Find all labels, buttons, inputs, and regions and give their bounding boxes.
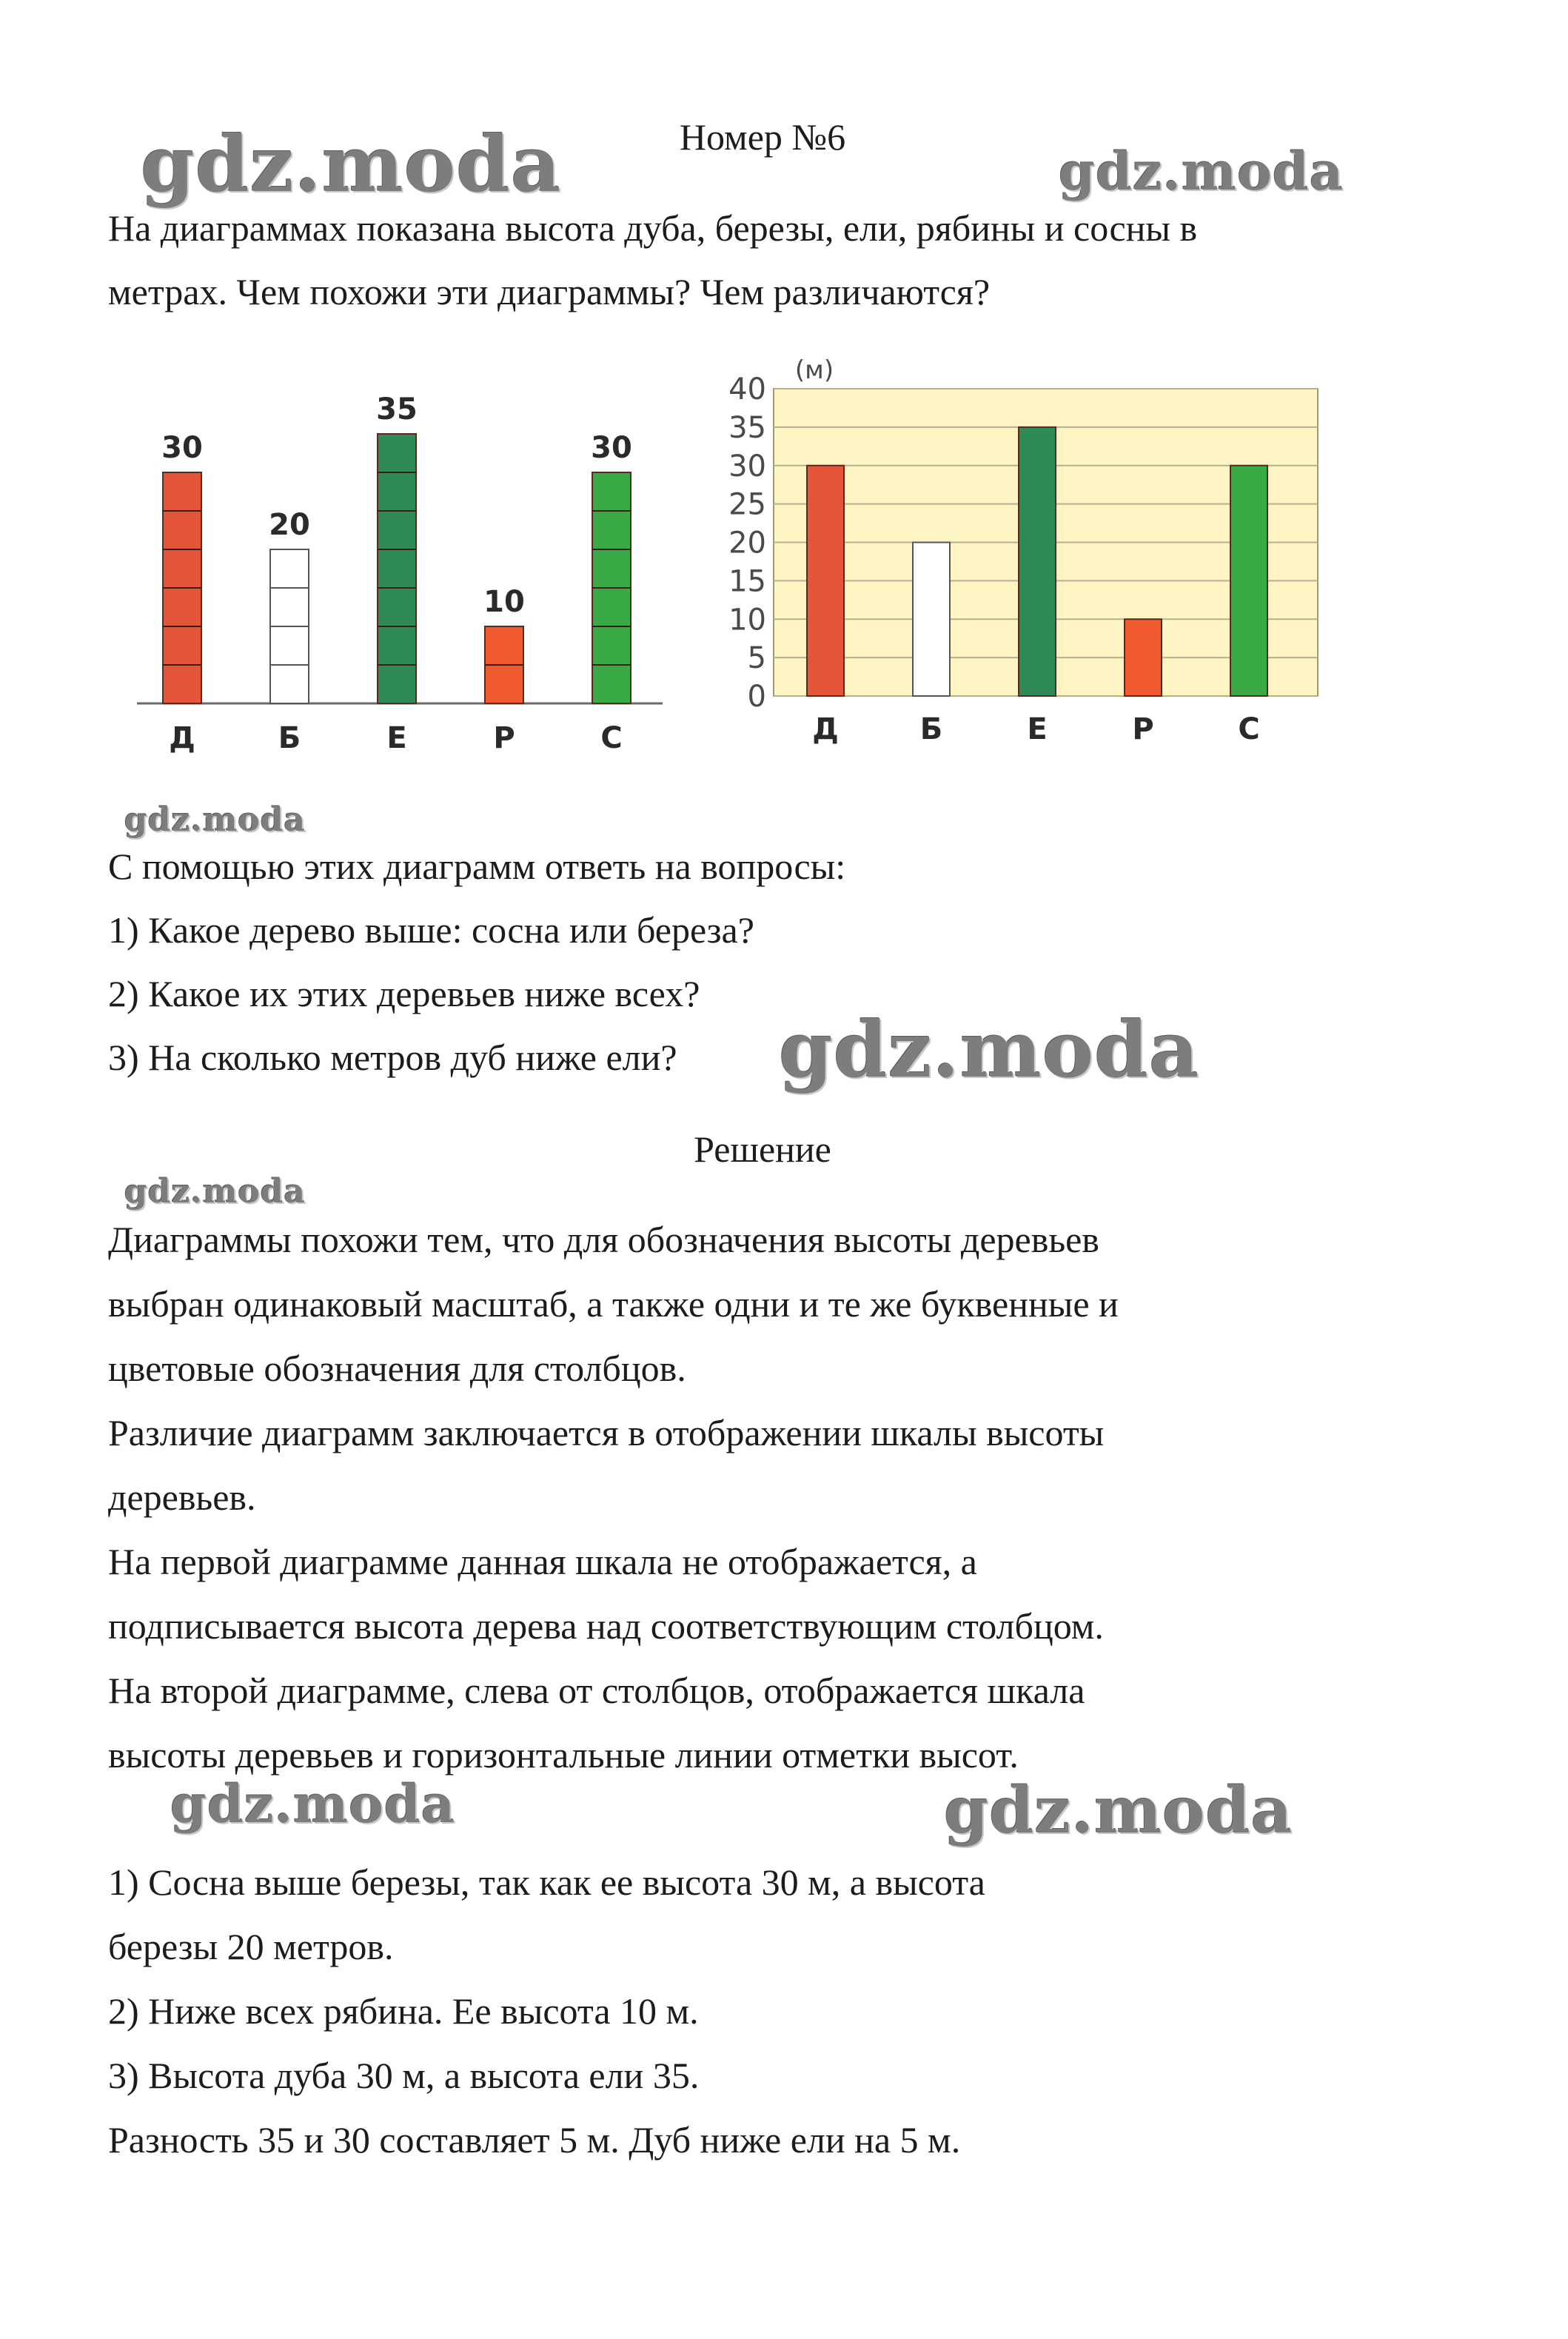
solution-line-9: высоты деревьев и горизонтальные линии отметки высот. [108, 1734, 1019, 1776]
answer-line-5: Разность 35 и 30 составляет 5 м. Дуб ниже ели на 5 м. [108, 2119, 961, 2161]
category-label: Д [169, 721, 195, 755]
bar [1230, 466, 1267, 696]
solution-line-6: На первой диаграмме данная шкала не отображается, а [108, 1541, 977, 1582]
bar [378, 434, 416, 703]
category-label: С [600, 721, 623, 755]
category-label: Р [1132, 712, 1154, 746]
solution-heading: Решение [694, 1128, 831, 1170]
scaled-bar-chart [711, 348, 1325, 763]
solution-line-8: На второй диаграмме, слева от столбцов, отображается шкала [108, 1670, 1085, 1711]
y-tick-label: 0 [747, 680, 766, 714]
category-label: Е [1027, 712, 1048, 746]
y-tick-label: 10 [728, 603, 766, 638]
data-label: 35 [376, 392, 418, 426]
watermark-logo: gdz.moda [170, 1773, 456, 1835]
solution-line-3: цветовые обозначения для столбцов. [108, 1348, 686, 1389]
solution-line-5: деревьев. [108, 1476, 256, 1518]
answer-line-1: 1) Сосна выше березы, так как ее высота 30 м, а высота [108, 1861, 985, 1903]
question-2: 2) Какое их этих деревьев ниже всех? [108, 973, 700, 1014]
data-label: 20 [269, 508, 310, 542]
y-tick-label: 40 [728, 372, 766, 406]
y-tick-label: 20 [728, 526, 766, 561]
y-tick-label: 5 [747, 641, 766, 676]
bar [1125, 619, 1162, 696]
y-tick-label: 15 [728, 564, 766, 599]
answer-line-4: 3) Высота дуба 30 м, а высота ели 35. [108, 2055, 700, 2096]
data-label: 30 [591, 431, 632, 465]
bar-group-1 [163, 472, 201, 703]
solution-line-7: подписывается высота дерева над соответствующим столбцом. [108, 1605, 1104, 1647]
bar [1019, 427, 1056, 696]
category-label: Д [812, 712, 839, 746]
category-label: Р [493, 721, 515, 755]
category-label: Б [919, 712, 943, 746]
watermark-logo: gdz.moda [1059, 141, 1344, 202]
y-tick-label: 25 [728, 487, 766, 522]
category-label: Е [386, 721, 407, 755]
solution-line-4: Различие диаграмм заключается в отображении шкалы высоты [108, 1412, 1105, 1453]
bar-group-2 [270, 549, 309, 703]
solution-line-1: Диаграммы похожи тем, что для обозначения высоты деревьев [108, 1219, 1099, 1260]
watermark-logo: gdz.moda [124, 1173, 306, 1211]
watermark-logo: gdz.moda [779, 1004, 1200, 1095]
answer-line-2: березы 20 метров. [108, 1926, 394, 1967]
watermark-logo: gdz.moda [944, 1773, 1293, 1848]
answer-line-3: 2) Ниже всех рябина. Ее высота 10 м. [108, 1990, 699, 2032]
segmented-bar-chart [133, 370, 674, 770]
data-label: 10 [483, 585, 525, 619]
y-tick-label: 30 [728, 449, 766, 483]
data-label: 30 [161, 431, 203, 465]
question-1: 1) Какое дерево выше: сосна или береза? [108, 909, 754, 951]
task-line-2: метрах. Чем похожи эти диаграммы? Чем различаются? [108, 271, 991, 312]
bar-group-5 [592, 472, 631, 703]
y-tick-label: 35 [728, 410, 766, 445]
solution-line-2: выбран одинаковый масштаб, а также одни и те же буквенные и [108, 1283, 1119, 1325]
bar-group-3 [378, 434, 416, 703]
question-3: 3) На сколько метров дуб ниже ели? [108, 1037, 677, 1078]
questions-prompt: С помощью этих диаграмм ответь на вопросы: [108, 846, 846, 887]
task-line-1: На диаграммах показана высота дуба, березы, ели, рябины и сосны в [108, 207, 1198, 249]
watermark-logo: gdz.moda [141, 118, 562, 210]
y-axis-unit-label: (м) [794, 355, 834, 385]
page-title: Номер №6 [679, 116, 846, 158]
category-label: Б [278, 721, 301, 755]
bar [807, 466, 844, 696]
watermark-logo: gdz.moda [124, 801, 306, 839]
category-label: С [1238, 712, 1260, 746]
bar [913, 543, 950, 697]
bar-group-4 [485, 626, 523, 703]
